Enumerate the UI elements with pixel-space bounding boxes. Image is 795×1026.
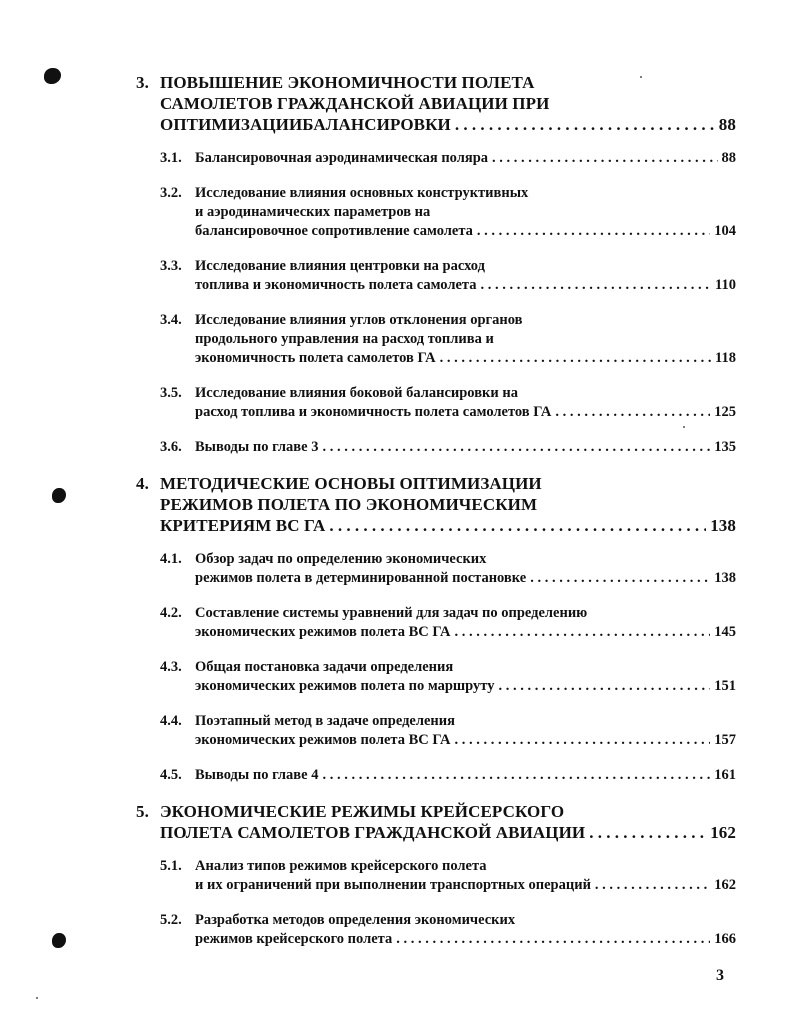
toc-section-entry bbox=[136, 184, 736, 241]
section-title: Поэтапный метод в задаче определения bbox=[195, 713, 455, 729]
section-number: 3.1. bbox=[160, 150, 182, 166]
section-number: 3.5. bbox=[160, 385, 182, 401]
chapter-title: ЭКОНОМИЧЕСКИЕ РЕЖИМЫ КРЕЙСЕРСКОГО bbox=[160, 802, 565, 821]
page-ref: 88 bbox=[721, 150, 736, 166]
toc-line bbox=[136, 276, 736, 295]
toc-line bbox=[136, 569, 736, 588]
toc-line bbox=[136, 822, 736, 843]
chapter-title: САМОЛЕТОВ ГРАЖДАНСКОЙ АВИАЦИИ ПРИ bbox=[160, 94, 550, 113]
section-title: продольного управления на расход топлива и bbox=[195, 331, 494, 347]
dot-leader bbox=[396, 930, 710, 949]
section-title: расход топлива и экономичность полета самолетов ГА bbox=[195, 404, 552, 420]
chapter-number: 3. bbox=[136, 73, 149, 92]
toc-line bbox=[136, 222, 736, 241]
toc-line bbox=[136, 731, 736, 750]
toc-line bbox=[136, 473, 736, 494]
page-ref: 104 bbox=[714, 223, 736, 239]
scan-speck bbox=[36, 997, 38, 999]
section-title: Анализ типов режимов крейсерского полета bbox=[195, 858, 487, 874]
chapter-title: КРИТЕРИЯМ ВС ГА bbox=[160, 516, 326, 535]
toc-line bbox=[136, 403, 736, 422]
chapter-title: ПОВЫШЕНИЕ ЭКОНОМИЧНОСТИ ПОЛЕТА bbox=[160, 73, 535, 92]
toc-chapter-entry bbox=[136, 473, 736, 536]
section-number: 5.2. bbox=[160, 912, 182, 928]
toc-line bbox=[136, 203, 736, 222]
toc-line bbox=[136, 911, 736, 930]
page-ref: 135 bbox=[714, 439, 736, 455]
toc-section-entry bbox=[136, 438, 736, 457]
toc-line bbox=[136, 550, 736, 569]
toc-section-entry bbox=[136, 911, 736, 949]
section-number: 3.4. bbox=[160, 312, 182, 328]
section-number: 4.5. bbox=[160, 767, 182, 783]
dot-leader bbox=[477, 222, 710, 241]
dot-leader bbox=[530, 569, 710, 588]
toc-section-entry bbox=[136, 384, 736, 422]
section-number: 3.2. bbox=[160, 185, 182, 201]
dot-leader bbox=[329, 515, 706, 536]
toc-chapter-entry bbox=[136, 72, 736, 135]
toc-line bbox=[136, 438, 736, 457]
section-title: режимов крейсерского полета bbox=[195, 931, 393, 947]
section-number: 4.3. bbox=[160, 659, 182, 675]
section-title: и их ограничений при выполнении транспортных операций bbox=[195, 877, 591, 893]
toc-section-entry bbox=[136, 257, 736, 295]
ink-blot bbox=[52, 933, 66, 948]
chapter-title: МЕТОДИЧЕСКИЕ ОСНОВЫ ОПТИМИЗАЦИИ bbox=[160, 474, 542, 493]
page-ref: 151 bbox=[714, 678, 736, 694]
toc-line bbox=[136, 623, 736, 642]
section-title: Исследование влияния основных конструктивных bbox=[195, 185, 529, 201]
toc-section-entry bbox=[136, 149, 736, 168]
toc-line bbox=[136, 184, 736, 203]
ink-blot bbox=[44, 68, 61, 84]
section-title: Общая постановка задачи определения bbox=[195, 659, 454, 675]
ink-blot bbox=[52, 488, 66, 503]
section-title: Исследование влияния углов отклонения органов bbox=[195, 312, 523, 328]
section-title: экономичность полета самолетов ГА bbox=[195, 350, 436, 366]
dot-leader bbox=[455, 731, 711, 750]
page-ref: 162 bbox=[714, 877, 736, 893]
section-number: 3.6. bbox=[160, 439, 182, 455]
toc-line bbox=[136, 114, 736, 135]
page-ref: 161 bbox=[714, 767, 736, 783]
toc-line bbox=[136, 712, 736, 731]
section-title: экономических режимов полета ВС ГА bbox=[195, 624, 451, 640]
section-title: Выводы по главе 3 bbox=[195, 439, 319, 455]
table-of-contents bbox=[136, 72, 736, 965]
page-ref: 162 bbox=[710, 823, 736, 842]
dot-leader bbox=[440, 349, 711, 368]
dot-leader bbox=[455, 623, 711, 642]
toc-line bbox=[136, 857, 736, 876]
section-number: 4.2. bbox=[160, 605, 182, 621]
section-title: топлива и экономичность полета самолета bbox=[195, 277, 477, 293]
toc-line bbox=[136, 257, 736, 276]
section-title: Балансировочная аэродинамическая поляра bbox=[195, 150, 489, 166]
dot-leader bbox=[589, 822, 706, 843]
page-ref: 166 bbox=[714, 931, 736, 947]
toc-section-entry bbox=[136, 550, 736, 588]
section-title: Исследование влияния центровки на расход bbox=[195, 258, 485, 274]
section-number: 3.3. bbox=[160, 258, 182, 274]
page-ref: 88 bbox=[718, 115, 736, 134]
toc-line bbox=[136, 658, 736, 677]
dot-leader bbox=[322, 438, 710, 457]
toc-line bbox=[136, 677, 736, 696]
dot-leader bbox=[322, 766, 710, 785]
toc-line bbox=[136, 149, 736, 168]
page-ref: 125 bbox=[714, 404, 736, 420]
page-ref: 157 bbox=[714, 732, 736, 748]
toc-line bbox=[136, 876, 736, 895]
toc-line bbox=[136, 349, 736, 368]
chapter-title: ОПТИМИЗАЦИИБАЛАНСИРОВКИ bbox=[160, 115, 451, 134]
page-ref: 110 bbox=[715, 277, 736, 293]
section-title: Составление системы уравнений для задач по определению bbox=[195, 605, 588, 621]
section-number: 5.1. bbox=[160, 858, 182, 874]
section-title: Разработка методов определения экономических bbox=[195, 912, 516, 928]
section-number: 4.1. bbox=[160, 551, 182, 567]
toc-section-entry bbox=[136, 766, 736, 785]
section-title: и аэродинамических параметров на bbox=[195, 204, 431, 220]
toc-line bbox=[136, 515, 736, 536]
section-title: режимов полета в детерминированной постановке bbox=[195, 570, 527, 586]
section-number: 4.4. bbox=[160, 713, 182, 729]
section-title: балансировочное сопротивление самолета bbox=[195, 223, 473, 239]
toc-section-entry bbox=[136, 658, 736, 696]
page-ref: 145 bbox=[714, 624, 736, 640]
dot-leader bbox=[498, 677, 710, 696]
toc-line bbox=[136, 801, 736, 822]
dot-leader bbox=[595, 876, 710, 895]
toc-line bbox=[136, 330, 736, 349]
toc-line bbox=[136, 72, 736, 93]
page-number: 3 bbox=[716, 967, 724, 984]
page-ref: 118 bbox=[715, 350, 736, 366]
dot-leader bbox=[455, 114, 715, 135]
chapter-number: 5. bbox=[136, 802, 149, 821]
page-ref: 138 bbox=[710, 516, 736, 535]
page-ref: 138 bbox=[714, 570, 736, 586]
chapter-title: ПОЛЕТА САМОЛЕТОВ ГРАЖДАНСКОЙ АВИАЦИИ bbox=[160, 823, 586, 842]
section-title: экономических режимов полета ВС ГА bbox=[195, 732, 451, 748]
toc-line bbox=[136, 930, 736, 949]
toc-line bbox=[136, 384, 736, 403]
section-title: Исследование влияния боковой балансировки на bbox=[195, 385, 518, 401]
dot-leader bbox=[555, 403, 710, 422]
section-title: экономических режимов полета по маршруту bbox=[195, 678, 495, 694]
dot-leader bbox=[492, 149, 717, 168]
toc-chapter-entry bbox=[136, 801, 736, 843]
toc-line bbox=[136, 494, 736, 515]
toc-line bbox=[136, 93, 736, 114]
dot-leader bbox=[480, 276, 711, 295]
toc-section-entry bbox=[136, 857, 736, 895]
chapter-number: 4. bbox=[136, 474, 149, 493]
toc-line bbox=[136, 311, 736, 330]
section-title: Выводы по главе 4 bbox=[195, 767, 319, 783]
toc-section-entry bbox=[136, 712, 736, 750]
toc-section-entry bbox=[136, 311, 736, 368]
chapter-title: РЕЖИМОВ ПОЛЕТА ПО ЭКОНОМИЧЕСКИМ bbox=[160, 495, 538, 514]
section-title: Обзор задач по определению экономических bbox=[195, 551, 487, 567]
toc-line bbox=[136, 766, 736, 785]
toc-line bbox=[136, 604, 736, 623]
toc-section-entry bbox=[136, 604, 736, 642]
